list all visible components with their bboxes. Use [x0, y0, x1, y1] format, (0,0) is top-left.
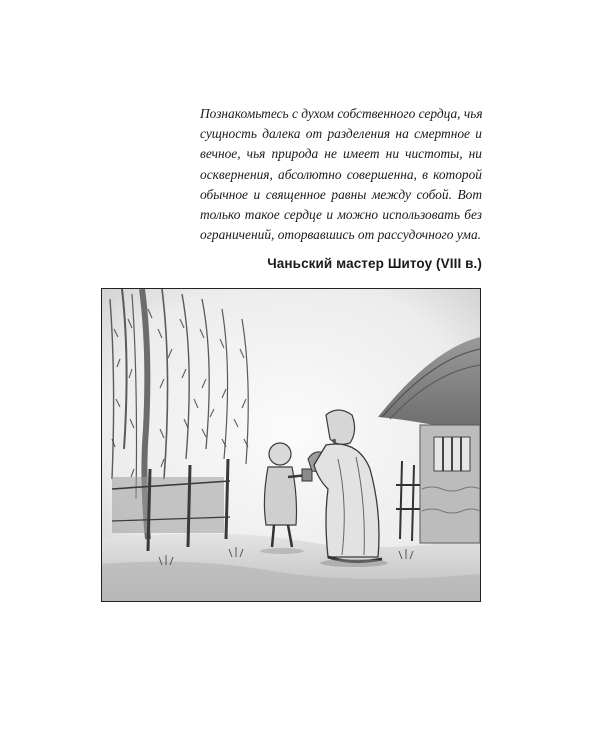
quote-line: обычное и священное равны между собой. Вот: [200, 186, 482, 202]
quote-line: Познакомьтесь с духом собственного сердца, чья: [200, 106, 483, 121]
quote-line: ограничений, оторвавшись от рассудочного ума.: [200, 227, 481, 243]
ink-painting-image: [102, 289, 480, 601]
ink-illustration: [101, 288, 481, 602]
quote-line: только такое сердце и можно использовать без: [200, 207, 482, 223]
quote-line: вечное, чья природа не имеет ни чистоты, ни: [200, 146, 482, 162]
quote-line: сущность далека от разделения на смертное и: [200, 126, 482, 142]
quote-line: осквернения, абсолютно совершенна, в которой: [200, 166, 482, 182]
epigraph-quote: [200, 104, 482, 245]
quote-attribution: Чаньский мастер Шитоу (VIII в.): [267, 256, 482, 271]
